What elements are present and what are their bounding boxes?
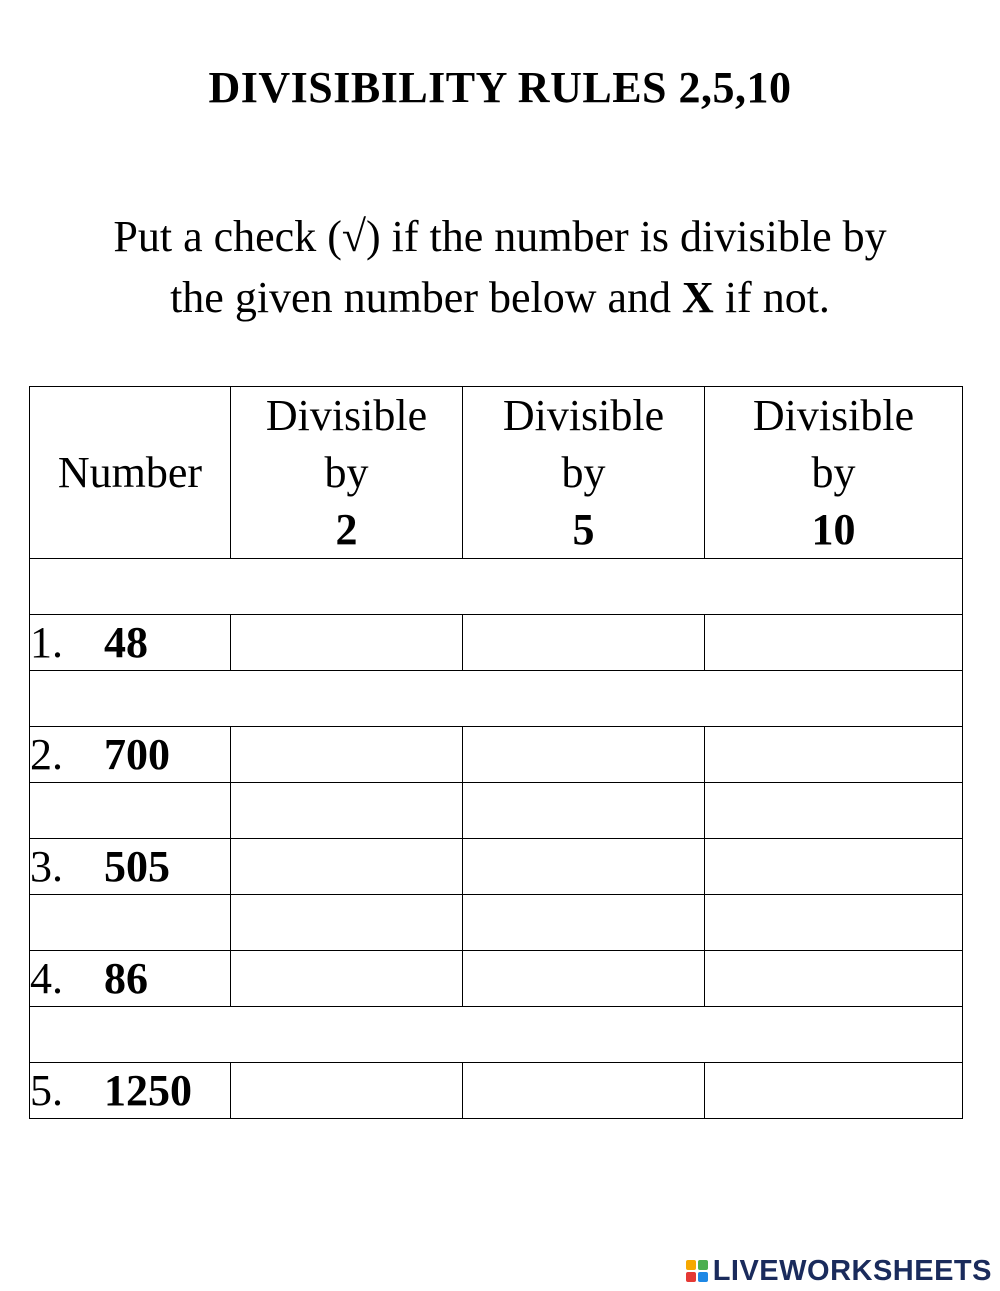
header-line: by — [324, 448, 369, 497]
row-number: 1250 — [104, 1066, 192, 1115]
spacer-row — [30, 671, 963, 727]
liveworksheets-logo — [686, 1253, 992, 1289]
spacer-cell — [30, 671, 963, 727]
answer-cell-5[interactable] — [463, 615, 705, 671]
answer-cell-5[interactable] — [463, 1063, 705, 1119]
row-index: 5. — [30, 1066, 63, 1115]
spacer-cell — [30, 1007, 963, 1063]
number-cell — [30, 1063, 231, 1119]
answer-cell-10[interactable] — [705, 839, 963, 895]
logo-text: LIVEWORKSHEETS — [712, 1254, 992, 1287]
row-index: 4. — [30, 954, 63, 1003]
logo-square — [686, 1272, 696, 1282]
spacer-cell — [30, 783, 231, 839]
logo-square — [686, 1260, 696, 1270]
spacer-cell — [231, 783, 463, 839]
header-divisible-by-10 — [705, 387, 963, 559]
row-number: 700 — [104, 730, 170, 779]
logo-square — [698, 1272, 708, 1282]
worksheet-title: DIVISIBILITY RULES 2,5,10 — [208, 63, 792, 112]
number-cell — [30, 951, 231, 1007]
answer-cell-10[interactable] — [705, 951, 963, 1007]
answer-cell-5[interactable] — [463, 839, 705, 895]
instructions-line-2: the given number below and — [170, 273, 683, 322]
answer-cell-10[interactable] — [705, 727, 963, 783]
spacer-cell — [705, 783, 963, 839]
spacer-cell — [231, 895, 463, 951]
answer-cell-2[interactable] — [231, 951, 463, 1007]
instructions-line-1: Put a check (√) if the number is divisible by — [113, 212, 887, 261]
answer-cell-2[interactable] — [231, 727, 463, 783]
header-number: Number — [30, 387, 231, 559]
spacer-row — [30, 559, 963, 615]
header-line: Divisible — [502, 391, 665, 440]
table-row — [30, 727, 963, 783]
header-line: by — [561, 448, 606, 497]
number-cell — [30, 727, 231, 783]
table-row — [30, 839, 963, 895]
table-row — [30, 615, 963, 671]
spacer-cell — [463, 783, 705, 839]
answer-cell-2[interactable] — [231, 839, 463, 895]
spacer-row — [30, 783, 963, 839]
header-line: Divisible — [265, 391, 428, 440]
table-header-row — [30, 387, 963, 559]
table-row — [30, 951, 963, 1007]
spacer-cell — [463, 895, 705, 951]
row-index: 2. — [30, 730, 63, 779]
header-divisor: 10 — [811, 505, 856, 554]
header-divisible-by-5 — [463, 387, 705, 559]
instructions-line-2-end: if not. — [713, 273, 830, 322]
number-cell — [30, 615, 231, 671]
spacer-cell — [30, 559, 963, 615]
logo-grid-icon — [686, 1260, 708, 1282]
answer-cell-2[interactable] — [231, 615, 463, 671]
table-row — [30, 1063, 963, 1119]
row-number: 48 — [104, 618, 148, 667]
answer-cell-5[interactable] — [463, 727, 705, 783]
row-number: 86 — [104, 954, 148, 1003]
logo-square — [698, 1260, 708, 1270]
header-line: by — [811, 448, 856, 497]
divisibility-table — [29, 386, 963, 1119]
header-divisor: 2 — [335, 505, 358, 554]
instructions-x-mark: X — [682, 273, 714, 322]
header-line: Divisible — [752, 391, 915, 440]
instructions — [40, 206, 960, 328]
spacer-row — [30, 895, 963, 951]
row-number: 505 — [104, 842, 170, 891]
spacer-cell — [30, 895, 231, 951]
answer-cell-10[interactable] — [705, 615, 963, 671]
answer-cell-5[interactable] — [463, 951, 705, 1007]
header-divisible-by-2 — [231, 387, 463, 559]
row-index: 1. — [30, 618, 63, 667]
number-cell — [30, 839, 231, 895]
answer-cell-2[interactable] — [231, 1063, 463, 1119]
row-index: 3. — [30, 842, 63, 891]
spacer-cell — [705, 895, 963, 951]
header-divisor: 5 — [572, 505, 595, 554]
answer-cell-10[interactable] — [705, 1063, 963, 1119]
spacer-row — [30, 1007, 963, 1063]
